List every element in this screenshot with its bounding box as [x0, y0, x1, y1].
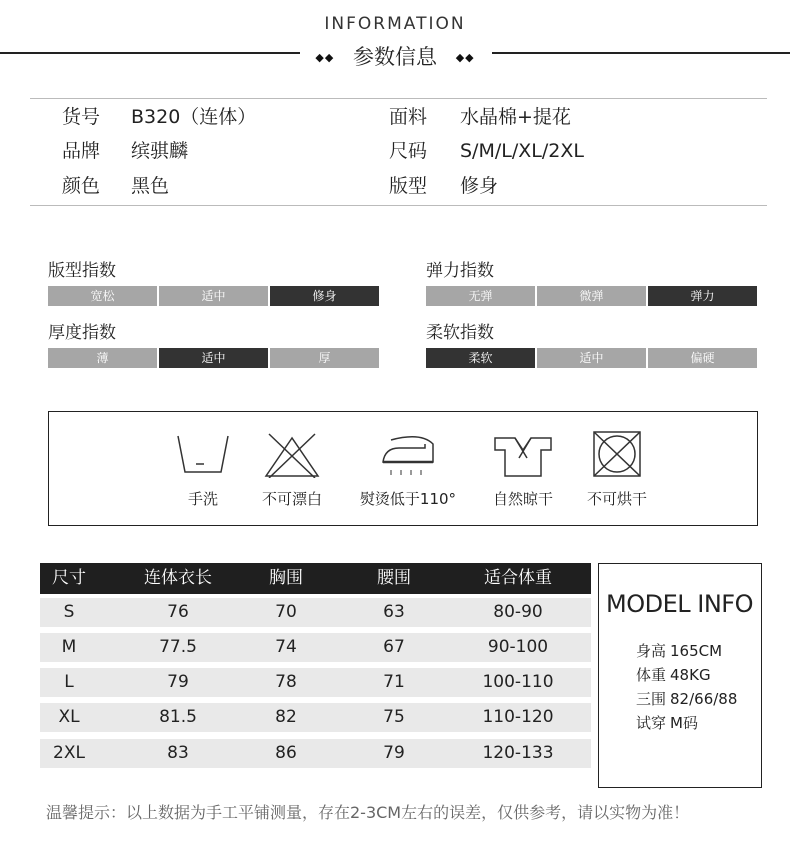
model-value: 165CM — [670, 642, 723, 660]
care-label: 手洗 — [187, 490, 218, 508]
section-title-cn-text: 参数信息 — [353, 45, 437, 69]
index-option: 薄 — [48, 348, 157, 368]
header-cell: 尺寸 — [52, 568, 86, 588]
model-value: M码 — [670, 714, 698, 732]
model-info-box — [598, 563, 762, 788]
waist-cell: 79 — [383, 743, 405, 763]
size-cell: 2XL — [53, 743, 85, 763]
waist-cell: 67 — [383, 637, 405, 657]
info-value: 修身 — [460, 175, 499, 197]
length-cell: 81.5 — [159, 707, 197, 727]
info-key: 版型 — [389, 175, 428, 197]
info-row — [0, 169, 790, 203]
table-row — [40, 703, 591, 732]
info-rule-top — [30, 98, 767, 99]
care-dry-flat — [477, 432, 569, 509]
header-cell: 适合体重 — [484, 568, 552, 588]
info-row — [0, 100, 790, 134]
length-cell: 76 — [167, 602, 189, 622]
index-fit — [48, 256, 381, 306]
index-bar — [426, 286, 759, 306]
size-cell: S — [63, 602, 75, 622]
index-thickness — [48, 318, 381, 368]
size-table-header — [40, 563, 591, 594]
info-key: 货号 — [62, 106, 101, 128]
info-key: 尺码 — [389, 140, 428, 162]
model-measurements — [636, 688, 737, 709]
model-height — [636, 640, 722, 661]
diamond-icon: ◆◆ — [455, 51, 475, 64]
info-rule-bottom — [30, 205, 767, 206]
weight-cell: 120-133 — [482, 743, 554, 763]
table-row — [40, 598, 591, 627]
index-bar — [426, 348, 759, 368]
index-option: 偏硬 — [648, 348, 757, 368]
section-title-en: INFORMATION — [324, 14, 466, 34]
info-row — [0, 134, 790, 168]
bust-cell: 70 — [275, 602, 297, 622]
model-key: 试穿 — [636, 714, 667, 732]
info-value: 水晶棉+提花 — [460, 106, 571, 128]
weight-cell: 110-120 — [482, 707, 554, 727]
index-title: 版型指数 — [48, 261, 116, 281]
model-tried-size — [636, 712, 698, 733]
table-row — [40, 739, 591, 768]
index-option: 适中 — [159, 286, 268, 306]
waist-cell: 63 — [383, 602, 405, 622]
header-cell: 腰围 — [377, 568, 411, 588]
info-value: 黑色 — [131, 175, 170, 197]
dry-flat-icon — [493, 432, 553, 478]
index-option: 宽松 — [48, 286, 157, 306]
model-key: 三围 — [636, 690, 667, 708]
index-option: 修身 — [270, 286, 379, 306]
info-key: 颜色 — [62, 175, 101, 197]
waist-cell: 75 — [383, 707, 405, 727]
info-value: S/M/L/XL/2XL — [460, 140, 584, 162]
size-cell: XL — [58, 707, 80, 727]
no-tumble-dry-icon — [590, 430, 644, 478]
info-value: B320（连体） — [131, 106, 257, 128]
weight-cell: 100-110 — [482, 672, 554, 692]
care-label: 不可漂白 — [261, 490, 322, 508]
index-bar — [48, 348, 381, 368]
index-option: 柔软 — [426, 348, 535, 368]
model-info-title: MODEL INFO — [606, 590, 753, 618]
hand-wash-icon — [173, 432, 233, 478]
info-key: 品牌 — [62, 140, 101, 162]
section-title-cn — [0, 41, 790, 71]
weight-cell: 80-90 — [493, 602, 543, 622]
size-cell: L — [64, 672, 74, 692]
header-cell: 连体衣长 — [144, 568, 212, 588]
index-softness — [426, 318, 759, 368]
index-option: 弹力 — [648, 286, 757, 306]
info-value: 缤骐麟 — [131, 140, 189, 162]
care-iron — [351, 432, 465, 509]
model-value: 48KG — [670, 666, 711, 684]
care-no-bleach — [247, 432, 337, 509]
care-hand-wash — [163, 432, 243, 509]
index-title: 弹力指数 — [426, 261, 494, 281]
index-option: 适中 — [537, 348, 646, 368]
care-no-tumble-dry — [577, 430, 657, 509]
index-option: 微弹 — [537, 286, 646, 306]
length-cell: 77.5 — [159, 637, 197, 657]
length-cell: 79 — [167, 672, 189, 692]
bust-cell: 74 — [275, 637, 297, 657]
bust-cell: 86 — [275, 743, 297, 763]
index-title: 厚度指数 — [48, 323, 116, 343]
index-bar — [48, 286, 381, 306]
model-key: 体重 — [636, 666, 667, 684]
length-cell: 83 — [167, 743, 189, 763]
weight-cell: 90-100 — [487, 637, 549, 657]
bust-cell: 82 — [275, 707, 297, 727]
index-option: 无弹 — [426, 286, 535, 306]
model-value: 82/66/88 — [670, 690, 738, 708]
size-cell: M — [61, 637, 77, 657]
iron-icon — [375, 432, 441, 478]
index-elasticity — [426, 256, 759, 306]
index-title: 柔软指数 — [426, 323, 494, 343]
no-bleach-icon — [263, 432, 321, 478]
index-option: 适中 — [159, 348, 268, 368]
footer-note: 温馨提示：以上数据为手工平铺测量，存在2-3CM左右的误差，仅供参考，请以实物为准！ — [46, 803, 690, 822]
diamond-icon: ◆◆ — [315, 51, 335, 64]
table-row — [40, 668, 591, 697]
table-row — [40, 633, 591, 662]
info-key: 面料 — [389, 106, 428, 128]
model-key: 身高 — [636, 642, 667, 660]
bust-cell: 78 — [275, 672, 297, 692]
index-option: 厚 — [270, 348, 379, 368]
care-label: 不可烘干 — [586, 490, 647, 508]
header-cell: 胸围 — [269, 568, 303, 588]
model-weight — [636, 664, 711, 685]
waist-cell: 71 — [383, 672, 405, 692]
care-label: 自然晾干 — [492, 490, 553, 508]
care-instructions — [48, 411, 758, 526]
care-label: 熨烫低于110° — [359, 490, 457, 508]
